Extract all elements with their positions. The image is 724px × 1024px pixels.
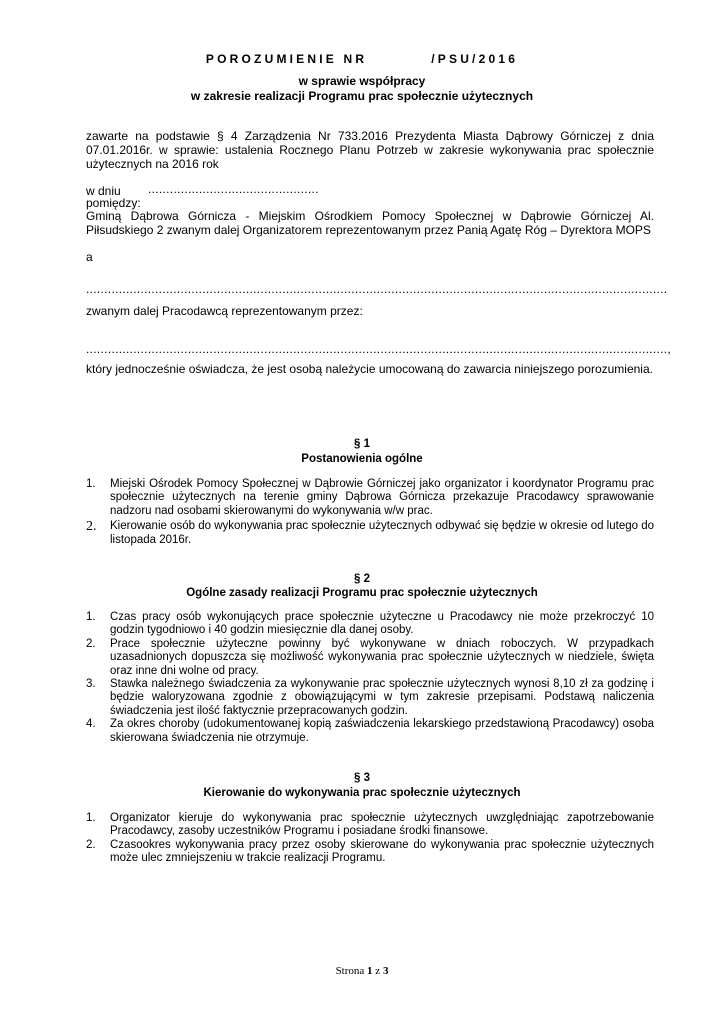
footer-label: Strona bbox=[335, 965, 365, 977]
document-title bbox=[0, 52, 724, 66]
subtitle-line-1: w sprawie współpracy bbox=[298, 74, 426, 88]
list-item: 4. Za okres choroby (udokumentowanej kopią zaświadczenia lekarskiego przedstawioną Pracodawcy) osoba skierowana świadczenia nie otrzymuje. bbox=[86, 718, 654, 744]
list-item: 1. Czas pracy osób wykonujących prace społecznie użyteczne u Pracodawcy nie może przekroczyć 10 godzin tygodniowo i 40 godzin miesięcznie dla danej osoby. bbox=[86, 611, 654, 637]
list-item: 2. Prace społecznie użyteczne powinny być wykonywane w dniach roboczych. W przypadkach uzasadnionych dopuszcza się możliwość wykonywania prac społecznie użytecznych w niedziele, święta oraz inne dni wolne od pracy. bbox=[86, 637, 654, 677]
section-3-list bbox=[86, 812, 654, 866]
between-label: pomiędzy: bbox=[86, 196, 141, 210]
section-1-title: Postanowienia ogólne bbox=[301, 453, 423, 465]
title-part-2: /PSU/2016 bbox=[431, 52, 519, 66]
intro-text: zawarte na podstawie § 4 Zarządzenia Nr 733.2016 Prezydenta Miasta Dąbrowy Górniczej z dnia 07.01.2016r. w sprawie: ustalenia Rocznego Planu Potrzeb w zakresie wykonywania prac społecznie użytecznych na 2016 rok bbox=[86, 129, 654, 171]
section-2-number: § 2 bbox=[354, 573, 370, 585]
employer-blank: ................................................................................................................................................................ bbox=[86, 282, 668, 296]
section-3-number: § 3 bbox=[354, 772, 370, 784]
representative-blank: ................................................................................................................................................................, bbox=[86, 342, 672, 356]
section-1-number: § 1 bbox=[354, 438, 370, 450]
footer-of: z bbox=[375, 965, 381, 977]
section-1-list bbox=[86, 478, 654, 547]
declaration-text: który jednocześnie oświadcza, że jest osobą należycie umocowaną do zawarcia niniejszego porozumienia. bbox=[86, 362, 653, 376]
subtitle-line-2: w zakresie realizacji Programu prac społecznie użytecznych bbox=[190, 89, 534, 103]
title-part-1: POROZUMIENIE NR bbox=[205, 52, 368, 66]
list-item: 1. Organizator kieruje do wykonywania prac społecznie użytecznych uwzględniając zapotrzebowanie Pracodawcy, zasoby uczestników Programu i posiadane środki finansowe. bbox=[86, 812, 654, 838]
section-2-title: Ogólne zasady realizacji Programu prac społecznie użytecznych bbox=[186, 587, 538, 599]
section-2-list bbox=[86, 611, 654, 745]
list-item: 1. Miejski Ośrodek Pomocy Społecznej w Dąbrowie Górniczej jako organizator i koordynator Programu prac społecznie użytecznych na terenie gminy Dąbrowa Górnicza przekazuje Pracodawcy sprawowanie nadzoru nad osobami skierowanymi do wykonywania w/w prac. bbox=[86, 478, 654, 517]
list-item: 2. Czasookres wykonywania pracy przez osoby skierowane do wykonywania prac społecznie użytecznych może ulec zmniejszeniu w trakcie realizacji Programu. bbox=[86, 838, 654, 865]
date-label: w dniu bbox=[86, 184, 121, 198]
and-label: a bbox=[86, 250, 93, 264]
list-item: 3. Stawka należnego świadczenia za wykonywanie prac społecznie użytecznych wynosi 8,10 zł za godzinę i będzie waloryzowana zgodnie z obowiązującymi w tym zakresie przepisami. Podstawą naliczenia świadczenia jest ilość faktycznie przepracowanych godzin. bbox=[86, 678, 654, 717]
party-organizer: Gminą Dąbrowa Górnicza - Miejskim Ośrodkiem Pomocy Społecznej w Dąbrowie Górniczej Al. Piłsudskiego 2 zwanym dalej Organizatorem reprezentowanym przez Panią Agatę Róg – Dyrektora MOPS bbox=[86, 209, 654, 237]
page-footer bbox=[0, 965, 724, 977]
section-3-title: Kierowanie do wykonywania prac społecznie użytecznych bbox=[203, 787, 521, 799]
employer-label: zwanym dalej Pracodawcą reprezentowanym przez: bbox=[86, 304, 363, 318]
footer-page: 1 bbox=[367, 965, 373, 977]
date-blank: ............................................... bbox=[148, 182, 319, 196]
list-item: 2. Kierowanie osób do wykonywania prac społecznie użytecznych odbywać się będzie w okresie od lutego do listopada 2016r. bbox=[86, 519, 655, 546]
footer-total: 3 bbox=[382, 965, 389, 977]
